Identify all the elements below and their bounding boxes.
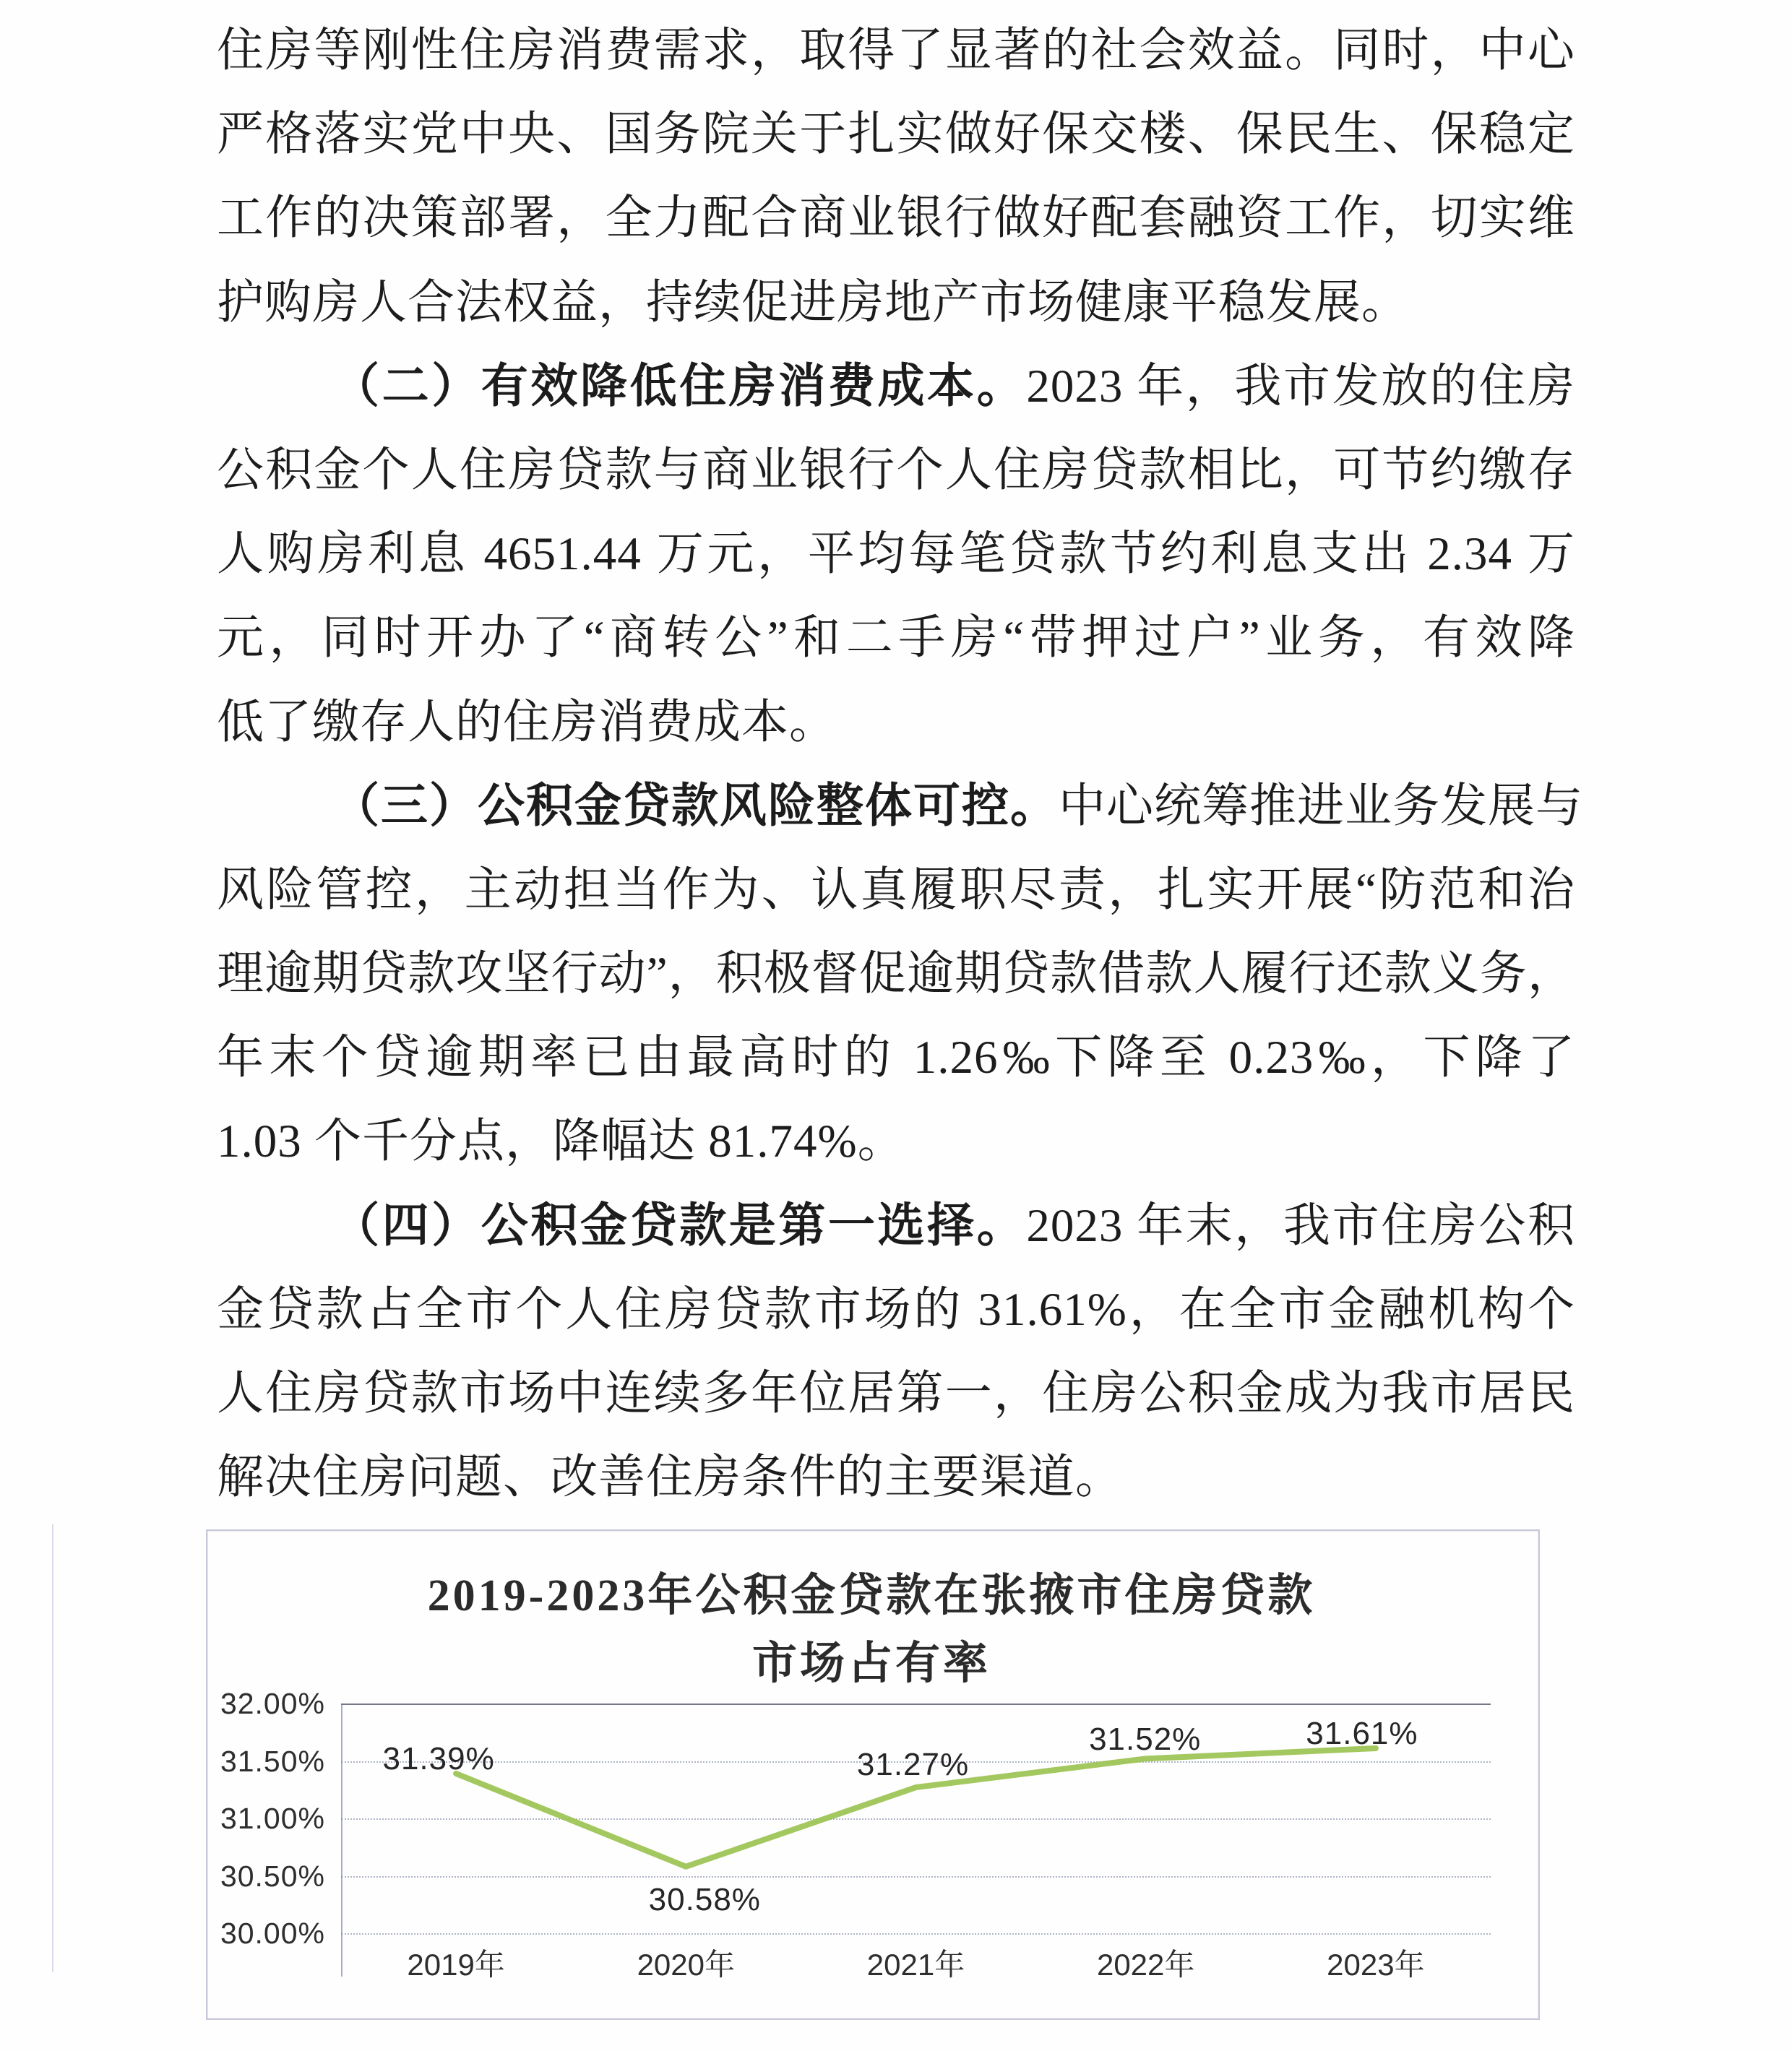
line-text: 元，同时开办了“商转公”和二手房“带押过户”业务，有效降 — [217, 612, 1575, 665]
line-text: 人住房贷款市场中连续多年位居第一，住房公积金成为我市居民 — [217, 1368, 1575, 1420]
x-axis-tick-label: 2022年 — [1096, 1948, 1195, 1982]
text-line — [217, 428, 1575, 512]
data-point-label: 31.52% — [1089, 1722, 1202, 1758]
chart-title-line2: 市场占有率 — [751, 1639, 991, 1688]
line-text: 公积金个人住房贷款与商业银行个人住房贷款相比，可节约缴存 — [217, 444, 1575, 496]
text-line — [217, 9, 1575, 92]
line-text: 金贷款占全市个人住房贷款市场的 31.61%，在全市金融机构个 — [217, 1283, 1575, 1336]
text-line — [217, 92, 1575, 176]
x-axis-tick-label: 2023年 — [1327, 1948, 1425, 1982]
y-axis-tick-label: 30.00% — [220, 1917, 325, 1950]
line-text: 解决住房问题、改善住房条件的主要渠道。 — [217, 1451, 1124, 1504]
line-text: 低了缴存人的住房消费成本。 — [217, 696, 837, 748]
data-point-label: 31.39% — [382, 1740, 495, 1776]
line-text: 中心统筹推进业务发展与 — [1059, 780, 1584, 832]
line-text: 年末个贷逾期率已由最高时的 1.26‰下降至 0.23‰，下降了 — [217, 1032, 1575, 1084]
text-line — [217, 512, 1575, 596]
text-line — [217, 176, 1575, 260]
text-line — [217, 764, 1584, 848]
y-axis-line — [341, 1704, 343, 1977]
paragraph-lead: （三）公积金贷款风险整体可控。 — [332, 780, 1059, 832]
x-axis-tick-label: 2019年 — [407, 1948, 505, 1982]
text-line — [217, 596, 1575, 680]
paragraph-lead: （四）公积金贷款是第一选择。 — [332, 1199, 1027, 1252]
text-line — [217, 681, 1575, 764]
line-text: 护购房人合法权益，持续促进房地产市场健康平稳发展。 — [217, 276, 1410, 329]
line-text: 人购房利息 4651.44 万元，平均每笔贷款节约利息支出 2.34 万 — [217, 528, 1575, 581]
data-point-label: 31.61% — [1306, 1716, 1418, 1751]
line-text: 2023 年，我市发放的住房 — [1026, 360, 1575, 413]
y-axis-tick-label: 30.50% — [220, 1859, 325, 1893]
text-line — [217, 261, 1575, 345]
text-line — [217, 345, 1575, 428]
x-axis-tick-label: 2021年 — [866, 1948, 965, 1982]
text-line — [217, 1184, 1575, 1268]
text-line — [217, 1016, 1575, 1100]
text-line — [217, 848, 1575, 932]
line-text: 风险管控，主动担当作为、认真履职尽责，扎实开展“防范和治 — [217, 863, 1575, 916]
y-axis-tick-label: 32.00% — [220, 1687, 325, 1720]
data-point-label: 30.58% — [648, 1881, 761, 1917]
line-text: 理逾期贷款攻坚行动”，积极督促逾期贷款借款人履行还款义务， — [217, 948, 1575, 1001]
text-line — [217, 1352, 1575, 1435]
text-line — [217, 932, 1575, 1016]
chart-title-line1: 2019-2023年公积金贷款在张掖市住房贷款 — [427, 1571, 1316, 1620]
body-text — [217, 9, 1584, 1519]
data-point-label: 31.27% — [856, 1747, 970, 1783]
text-line — [217, 1100, 1575, 1183]
text-line — [217, 1435, 1575, 1519]
scan-artifact-line — [52, 1524, 53, 1972]
paragraph-lead: （二）有效降低住房消费成本。 — [332, 360, 1027, 413]
y-axis-tick-label: 31.50% — [220, 1744, 325, 1778]
line-text: 工作的决策部署，全力配合商业银行做好配套融资工作，切实维 — [217, 192, 1575, 245]
line-text: 2023 年末，我市住房公积 — [1026, 1199, 1575, 1252]
text-line — [217, 1268, 1575, 1352]
line-text: 严格落实党中央、国务院关于扎实做好保交楼、保民生、保稳定 — [217, 108, 1575, 161]
line-text: 1.03 个千分点，降幅达 81.74%。 — [217, 1115, 905, 1168]
x-axis-tick-label: 2020年 — [637, 1948, 736, 1982]
line-text: 住房等刚性住房消费需求，取得了显著的社会效益。同时，中心 — [217, 25, 1575, 77]
y-axis-tick-label: 31.00% — [220, 1802, 325, 1835]
